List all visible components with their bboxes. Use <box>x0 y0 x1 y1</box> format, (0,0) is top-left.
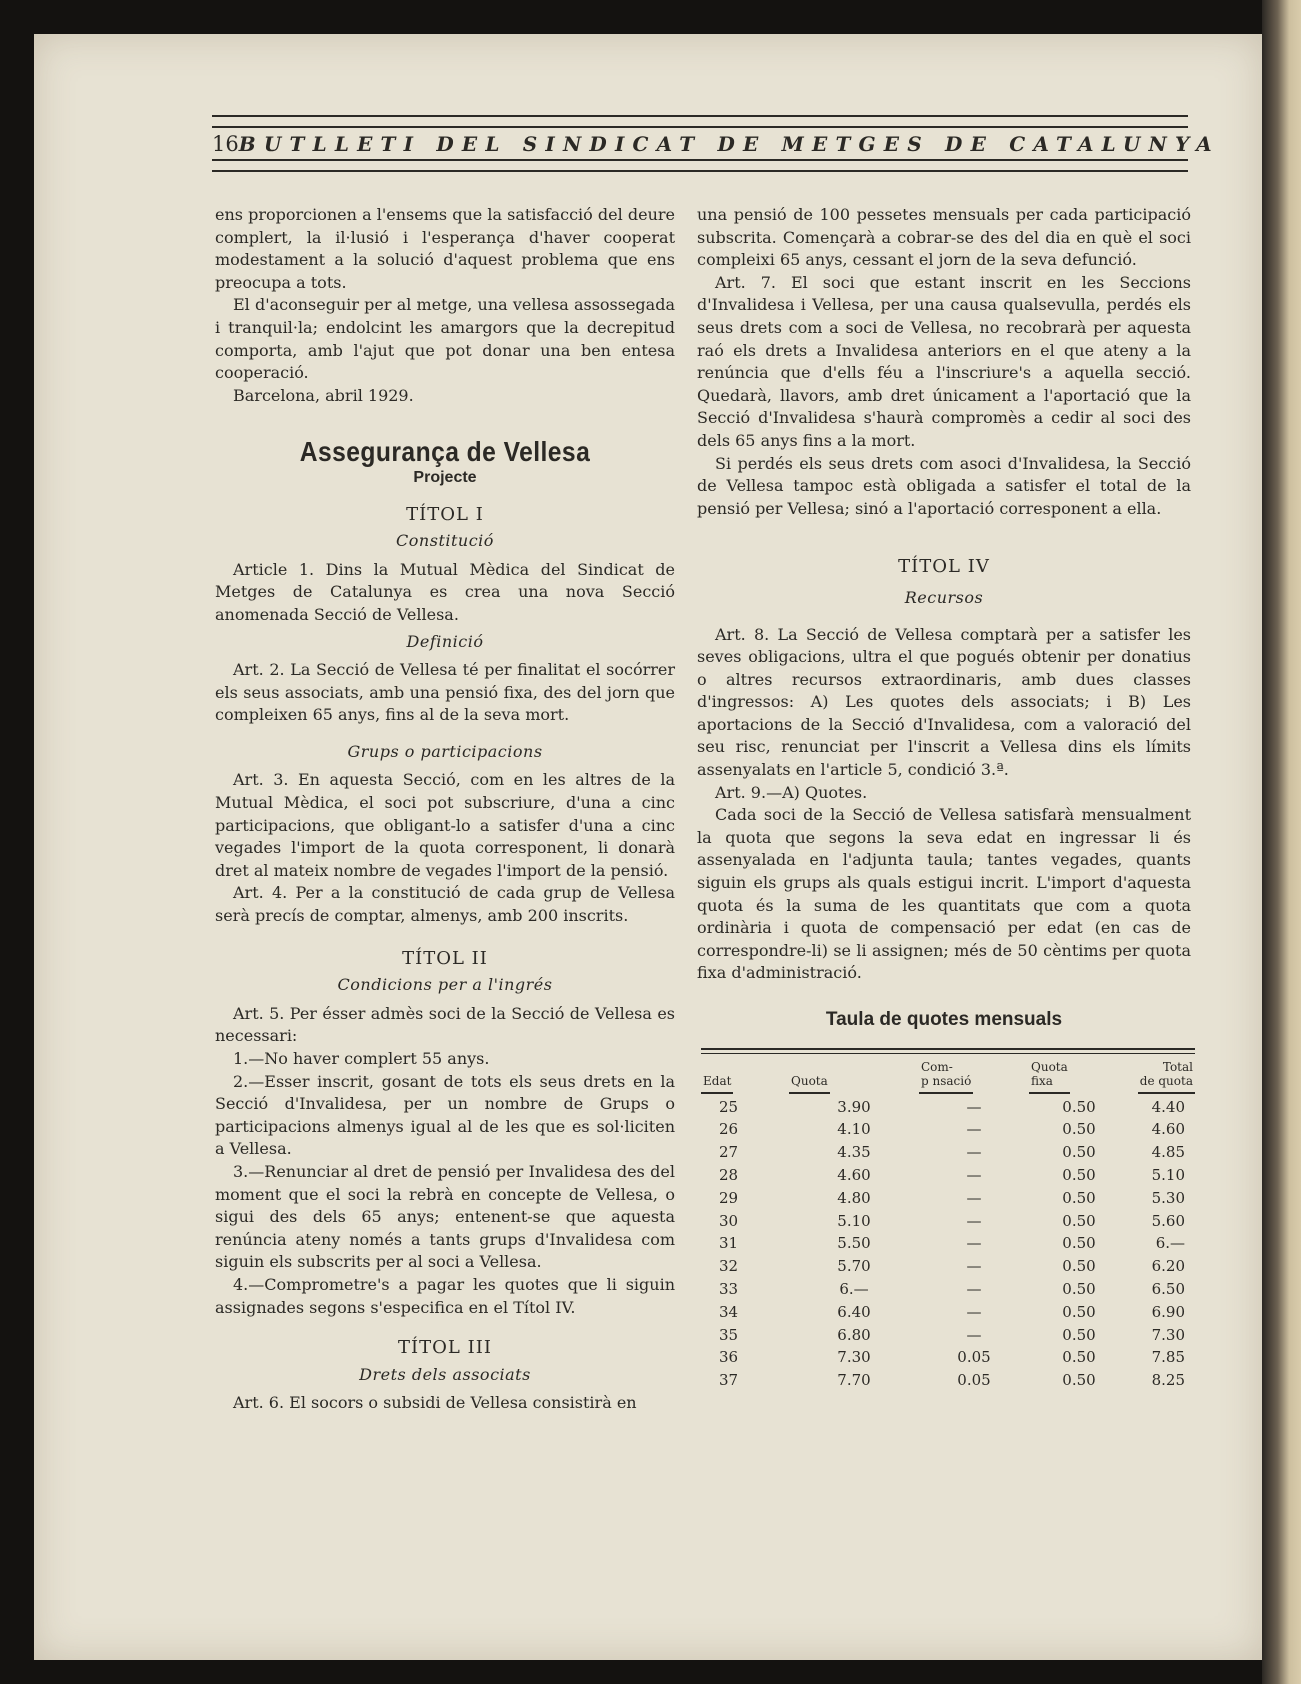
table-row <box>701 1164 1195 1187</box>
cell-quota: 6.80 <box>837 1325 871 1344</box>
running-header <box>212 129 1220 159</box>
article-1: Article 1. Dins la Mutual Mèdica del Sindicat de Metges de Catalunya es crea una nova Secció anomenada Secció de Vellesa. <box>215 559 675 624</box>
header-quota-fixa: Quota fixa <box>1029 1060 1129 1096</box>
titol-4-heading: TÍTOL IV <box>898 556 990 578</box>
article-6-continued: una pensió de 100 pessetes mensuals per cada participació subscrita. Començarà a cobrar-se des del dia en què el soci compleixi 65 anys, cessant el jorn de la seva defunció. <box>697 205 1191 270</box>
table-row <box>701 1141 1195 1164</box>
cell-total: 5.60 <box>1151 1211 1185 1230</box>
section-recursos: Recursos <box>904 587 984 607</box>
cell-total: 6.20 <box>1151 1257 1185 1276</box>
cell-quota-fixa: 0.50 <box>1062 1166 1096 1185</box>
table-row <box>701 1255 1195 1278</box>
section-constitucio: Constitució <box>396 531 494 551</box>
cell-total: 6.90 <box>1151 1302 1185 1321</box>
cell-compensacio: — <box>966 1280 982 1299</box>
cell-edat: 28 <box>719 1166 739 1185</box>
cell-quota: 5.70 <box>837 1257 871 1276</box>
table-row <box>701 1278 1195 1301</box>
journal-title: BUTLLETI DEL SINDICAT DE METGES DE CATALUNYA <box>238 132 1220 156</box>
table-row <box>701 1232 1195 1255</box>
cell-edat: 26 <box>719 1120 739 1139</box>
titol-1-heading: TÍTOL I <box>406 503 484 525</box>
cell-edat: 36 <box>719 1348 739 1367</box>
cell-quota-fixa: 0.50 <box>1062 1097 1096 1116</box>
table-title: Taula de quotes mensuals <box>825 1009 1063 1030</box>
cell-compensacio: — <box>966 1325 982 1344</box>
header-compensacio: Com- p nsació <box>919 1060 1029 1096</box>
cell-quota-fixa: 0.50 <box>1062 1120 1096 1139</box>
cell-total: 4.60 <box>1151 1120 1185 1139</box>
table-header-row <box>701 1060 1195 1096</box>
cell-quota: 4.60 <box>837 1166 871 1185</box>
section-definicio: Definició <box>406 631 484 651</box>
cell-compensacio: — <box>966 1257 982 1276</box>
titol-2-heading: TÍTOL II <box>402 947 488 969</box>
cell-compensacio: 0.05 <box>957 1348 991 1367</box>
cell-total: 6.— <box>1155 1234 1185 1253</box>
intro-paragraph-2: El d'aconseguir per al metge, una vellesa assossegada i tranquil·la; endolcint les amargors que la decrepitud comporta, amb l'ajut que pot donar una ben entesa cooperació. <box>215 295 675 383</box>
table-row <box>701 1118 1195 1141</box>
scan-edge <box>1262 0 1301 1684</box>
article-5: Art. 5. Per ésser admès soci de la Secció de Vellesa es necessari: <box>215 1003 675 1046</box>
cell-edat: 34 <box>719 1302 739 1321</box>
cell-edat: 33 <box>719 1280 739 1299</box>
cell-quota-fixa: 0.50 <box>1062 1302 1096 1321</box>
cell-quota: 6.40 <box>837 1302 871 1321</box>
cell-edat: 27 <box>719 1143 739 1162</box>
table-row <box>701 1187 1195 1210</box>
table-row <box>701 1301 1195 1324</box>
table-row <box>701 1369 1195 1392</box>
cell-edat: 32 <box>719 1257 739 1276</box>
header-rule-top <box>212 115 1188 128</box>
article-8: Art. 8. La Secció de Vellesa comptarà per a satisfer les seves obligacions, ultra el que pogués obtenir per donatius o altres recursos extraordinaris, amb dues classes d'ingressos: A) Les quotes dels associats; i B) Les aportacions de la Secció d'Invalidesa, com a valoració del seu risc, renunciat per l'inscrit a Vellesa dins els límits assenyalats en l'article 5, condició 3.ª. <box>697 624 1191 780</box>
cell-quota: 3.90 <box>837 1097 871 1116</box>
cell-quota: 4.35 <box>837 1143 871 1162</box>
article-2: Art. 2. La Secció de Vellesa té per finalitat el socórrer els seus associats, amb una pensió fixa, des del jorn que compleixen 65 anys, fins al de la seva mort. <box>215 660 675 725</box>
table-row <box>701 1096 1195 1119</box>
article-9: Art. 9.—A) Quotes. <box>715 782 868 802</box>
cell-quota-fixa: 0.50 <box>1062 1234 1096 1253</box>
cell-quota: 4.10 <box>837 1120 871 1139</box>
section-drets: Drets dels associats <box>359 1364 531 1384</box>
page-number: 16 <box>212 132 239 156</box>
section-condicions: Condicions per a l'ingrés <box>337 975 553 995</box>
cell-compensacio: — <box>966 1097 982 1116</box>
table-row <box>701 1210 1195 1233</box>
article-3: Art. 3. En aquesta Secció, com en les altres de la Mutual Mèdica, el soci pot subscriure, d'una a cinc participacions, que obligant-lo a satisfer d'una a cinc vegades l'import de la quota corresponent, li donarà dret al mateix nombre de vegades l'import de la pensió. <box>215 770 675 880</box>
cell-quota-fixa: 0.50 <box>1062 1188 1096 1207</box>
cell-compensacio: — <box>966 1188 982 1207</box>
table-rule <box>701 1048 1195 1054</box>
header-rule-bottom <box>212 159 1188 172</box>
cell-compensacio: — <box>966 1211 982 1230</box>
cell-total: 4.85 <box>1151 1143 1185 1162</box>
cell-quota: 5.50 <box>837 1234 871 1253</box>
cell-quota-fixa: 0.50 <box>1062 1257 1096 1276</box>
cell-edat: 37 <box>719 1371 739 1390</box>
cell-compensacio: — <box>966 1234 982 1253</box>
intro-paragraph-1: ens proporcionen a l'ensems que la satisfacció del deure complert, la il·lusió i l'esperança d'haver cooperat modestament a la solució d'aquest problema que ens preocupa a tots. <box>215 205 675 292</box>
cell-total: 4.40 <box>1151 1097 1185 1116</box>
cell-quota: 4.80 <box>837 1188 871 1207</box>
header-total: Total de quota <box>1129 1060 1195 1096</box>
cell-quota-fixa: 0.50 <box>1062 1280 1096 1299</box>
cell-total: 5.10 <box>1151 1166 1185 1185</box>
cell-quota-fixa: 0.50 <box>1062 1325 1096 1344</box>
cell-quota-fixa: 0.50 <box>1062 1143 1096 1162</box>
header-edat: Edat <box>701 1060 789 1096</box>
cell-total: 7.85 <box>1151 1348 1185 1367</box>
cell-compensacio: — <box>966 1302 982 1321</box>
table-row <box>701 1346 1195 1369</box>
cell-compensacio: 0.05 <box>957 1371 991 1390</box>
condition-4: 4.—Comprometre's a pagar les quotes que li siguin assignades segons s'especifica en el Títol IV. <box>215 1274 675 1317</box>
article-7-paragraph-2: Si perdés els seus drets com asoci d'Invalidesa, la Secció de Vellesa tampoc està obligada a satisfer el total de la pensió per Vellesa; sinó a l'aportació corresponent a ella. <box>697 453 1191 518</box>
article-9-paragraph-2: Cada soci de la Secció de Vellesa satisfarà mensualment la quota que segons la seva edat en ingressar li és assenyalada en l'adjunta taula; tantes vegades, quants siguin els grups als quals estigui incrit. L'import d'aquesta quota és la suma de les quantitats que com a quota ordinària i quota de compensació per edat (en cas de correspondre-li) se li assignen; més de 50 cèntims per quota fixa d'administració. <box>697 805 1191 983</box>
cell-quota: 7.30 <box>837 1348 871 1367</box>
condition-2: 2.—Esser inscrit, gosant de tots els seus drets en la Secció d'Invalidesa, per un nombre de Grups o participacions almenys igual al de les que es sol·liciten a Vellesa. <box>215 1071 675 1159</box>
section-grups: Grups o participacions <box>347 741 543 761</box>
cell-quota: 5.10 <box>837 1211 871 1230</box>
cell-total: 5.30 <box>1151 1188 1185 1207</box>
condition-3: 3.—Renunciar al dret de pensió per Invalidesa des del moment que el soci la rebrà en concepte de Vellesa, o sigui des dels 65 anys; entenent-se que aquesta renúncia ateny només a tants grups d'Invalidesa com siguin els subscrits per al soci a Vellesa. <box>215 1161 675 1272</box>
cell-quota-fixa: 0.50 <box>1062 1371 1096 1390</box>
condition-1: 1.—No haver complert 55 anys. <box>233 1049 490 1068</box>
cell-edat: 30 <box>719 1211 739 1230</box>
journal-page <box>34 34 1262 1660</box>
article-7: Art. 7. El soci que estant inscrit en les Seccions d'Invalidesa i Vellesa, per una causa qualsevulla, perdés els seus drets com a soci de Vellesa, no recobrarà per aquesta raó els drets a Invalidesa anteriors en el que ateny a la renúncia que d'ells féu a l'inscriure's a aquella secció. Quedarà, llavors, amb dret únicament a l'aportació que la Secció d'Invalidesa s'haurà compromès a cedir al soci des dels 65 anys fins a la mort. <box>697 272 1191 450</box>
article-subtitle: Projecte <box>413 468 477 486</box>
article-4: Art. 4. Per a la constitució de cada grup de Vellesa serà precís de comptar, almenys, amb 200 inscrits. <box>215 883 675 926</box>
article-title: Assegurança de Vellesa <box>299 436 591 468</box>
cell-total: 8.25 <box>1151 1371 1185 1390</box>
cell-quota: 6.— <box>839 1280 869 1299</box>
cell-total: 6.50 <box>1151 1280 1185 1299</box>
cell-quota-fixa: 0.50 <box>1062 1348 1096 1367</box>
cell-edat: 35 <box>719 1325 739 1344</box>
header-quota: Quota <box>789 1060 919 1096</box>
cell-compensacio: — <box>966 1120 982 1139</box>
left-column <box>215 204 675 1415</box>
cell-total: 7.30 <box>1151 1325 1185 1344</box>
article-6-start: Art. 6. El socors o subsidi de Vellesa consistirà en <box>233 1393 637 1413</box>
titol-3-heading: TÍTOL III <box>398 1337 492 1359</box>
cell-edat: 25 <box>719 1097 739 1116</box>
cell-compensacio: — <box>966 1143 982 1162</box>
place-date: Barcelona, abril 1929. <box>233 385 414 405</box>
quotes-table <box>701 1060 1195 1392</box>
cell-edat: 29 <box>719 1188 739 1207</box>
cell-quota: 7.70 <box>837 1371 871 1390</box>
table-row <box>701 1324 1195 1347</box>
right-column <box>697 204 1191 1392</box>
cell-edat: 31 <box>719 1234 739 1253</box>
cell-quota-fixa: 0.50 <box>1062 1211 1096 1230</box>
cell-compensacio: — <box>966 1166 982 1185</box>
